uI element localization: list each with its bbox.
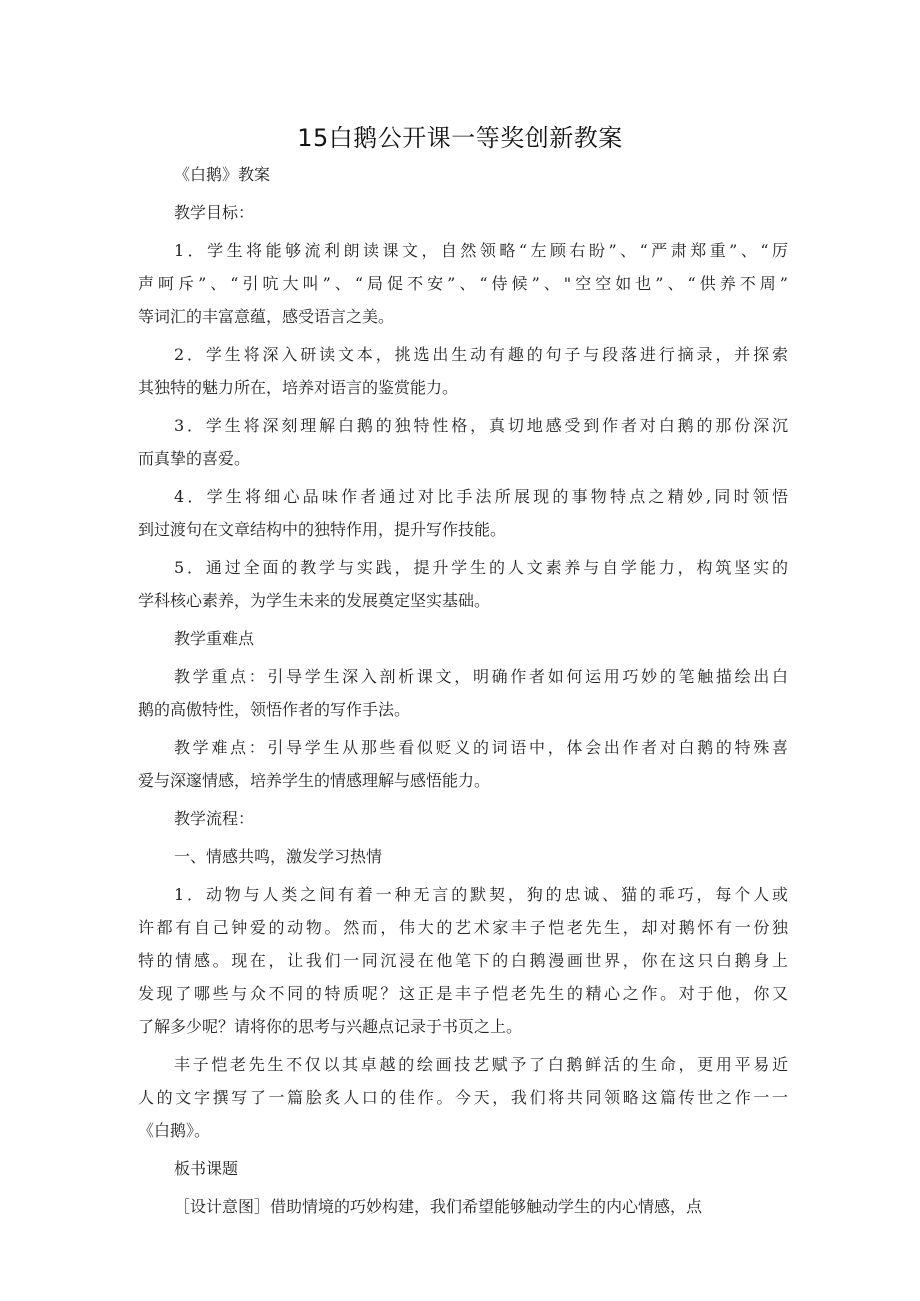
paragraph-line: 特的情感。现在，让我们一同沉浸在他笔下的白鹅漫画世界，你在这只白鹅身上 bbox=[138, 951, 788, 970]
paragraph bbox=[138, 409, 788, 475]
paragraph-line: 教学重难点 bbox=[174, 629, 255, 648]
paragraph-line: 板书课题 bbox=[174, 1159, 239, 1178]
paragraph-line: 丰子恺老先生不仅以其卓越的绘画技艺赋予了白鹅鲜活的生命，更用平易近 bbox=[174, 1055, 788, 1074]
paragraph bbox=[138, 1190, 788, 1223]
paragraph-line: 爱与深邃情感，培养学生的情感理解与感悟能力。 bbox=[138, 771, 491, 790]
paragraph-line: 人的文字撰写了一篇脍炙人口的佳作。今天，我们将共同领略这篇传世之作一一 bbox=[138, 1088, 788, 1107]
paragraph-line: 1．学生将能够流利朗读课文，自然领略“左顾右盼”、“严肃郑重”、“厉 bbox=[174, 241, 788, 260]
paragraph bbox=[138, 802, 788, 835]
paragraph bbox=[138, 731, 788, 797]
paragraph-line: 5．通过全面的教学与实践，提升学生的人文素养与自学能力，构筑坚实的 bbox=[174, 558, 788, 577]
paragraph-line: 教学目标： bbox=[174, 203, 255, 222]
paragraph-line: 许都有自己钟爱的动物。然而，伟大的艺术家丰子恺老先生，却对鹅怀有一份独 bbox=[138, 918, 788, 937]
paragraph bbox=[138, 1048, 788, 1147]
paragraph-line: 教学流程： bbox=[174, 809, 255, 828]
paragraph-line: 《白鹅》教案 bbox=[174, 165, 271, 184]
paragraph bbox=[138, 622, 788, 655]
paragraph bbox=[138, 196, 788, 229]
paragraph-line: 了解多少呢？请将你的思考与兴趣点记录于书页之上。 bbox=[138, 1017, 523, 1036]
paragraph bbox=[138, 1152, 788, 1185]
paragraph bbox=[138, 158, 788, 191]
paragraph-line: 到过渡句在文章结构中的独特作用，提升写作技能。 bbox=[138, 520, 507, 539]
paragraph-line: 一、情感共鸣，激发学习热情 bbox=[174, 847, 383, 866]
paragraph bbox=[138, 234, 788, 333]
paragraph-line: 而真挚的喜爱。 bbox=[138, 449, 251, 468]
paragraph bbox=[138, 480, 788, 546]
paragraph bbox=[138, 338, 788, 404]
paragraph-line: 教学重点：引导学生深入剖析课文，明确作者如何运用巧妙的笔触描绘出白 bbox=[174, 667, 788, 686]
paragraph-line: 等词汇的丰富意蕴，感受语言之美。 bbox=[138, 307, 395, 326]
paragraph-line: 4．学生将细心品味作者通过对比手法所展现的事物特点之精妙,同时领悟 bbox=[174, 487, 788, 506]
paragraph-line: 《白鹅》。 bbox=[138, 1121, 211, 1140]
paragraph-line: 声呵斥”、“引吭大叫”、“局促不安”、“侍候”、"空空如也”、“供养不周” bbox=[138, 274, 788, 293]
paragraph-line: 发现了哪些与众不同的特质呢？这正是丰子恺老先生的精心之作。对于他，你又 bbox=[138, 984, 788, 1003]
document-body bbox=[138, 158, 788, 1228]
paragraph-line: ［设计意图］借助情境的巧妙构建，我们希望能够触动学生的内心情感，点 bbox=[174, 1197, 703, 1216]
paragraph-line: 学科核心素养，为学生未来的发展奠定坚实基础。 bbox=[138, 591, 491, 610]
paragraph bbox=[138, 551, 788, 617]
paragraph-line: 其独特的魅力所在，培养对语言的鉴赏能力。 bbox=[138, 378, 459, 397]
paragraph-line: 2．学生将深入研读文本，挑选出生动有趣的句子与段落进行摘录，并探索 bbox=[174, 345, 788, 364]
paragraph bbox=[138, 878, 788, 1043]
paragraph-line: 教学难点：引导学生从那些看似贬义的词语中，体会出作者对白鹅的特殊喜 bbox=[174, 738, 788, 757]
paragraph-line: 3．学生将深刻理解白鹅的独特性格，真切地感受到作者对白鹅的那份深沉 bbox=[174, 416, 788, 435]
document-title: 15白鹅公开课一等奖创新教案 bbox=[297, 124, 623, 152]
paragraph bbox=[138, 660, 788, 726]
paragraph-line: 1．动物与人类之间有着一种无言的默契，狗的忠诚、猫的乖巧，每个人或 bbox=[174, 885, 788, 904]
paragraph bbox=[138, 840, 788, 873]
paragraph-line: 鹅的高傲特性，领悟作者的写作手法。 bbox=[138, 700, 411, 719]
